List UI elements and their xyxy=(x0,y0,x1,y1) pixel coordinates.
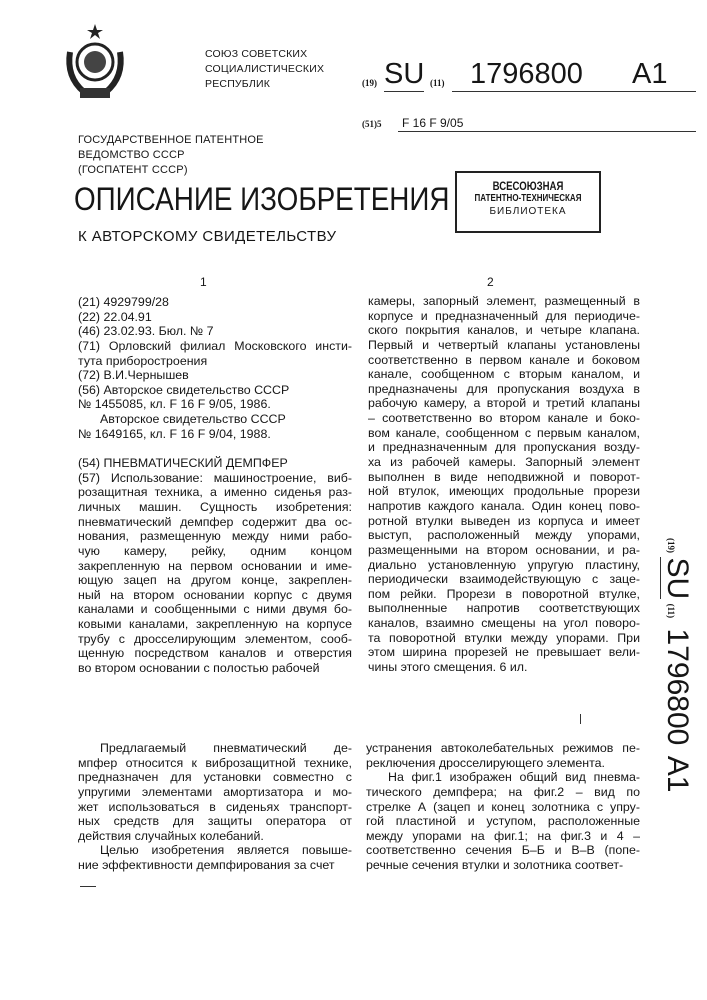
margin-mark xyxy=(580,714,581,724)
code-19: (19) xyxy=(666,538,676,553)
text-line: (56) Авторское свидетельство СССР xyxy=(78,383,352,398)
text-line: каналами и сообщенными с ними двумя бо- xyxy=(78,602,352,617)
country-code: SU xyxy=(384,58,424,92)
text-line: ных средств для защиты оператора от xyxy=(78,814,352,829)
text-line: соответственно в первом канале и боковом xyxy=(368,353,640,368)
text-line: (21) 4929799/28 xyxy=(78,295,352,310)
office-line: (ГОСПАТЕНТ СССР) xyxy=(78,163,264,178)
text-line: ние эффективности демпфирования за счет xyxy=(78,858,352,873)
text-line: действия случайных колебаний. xyxy=(78,829,352,844)
document-title: ОПИСАНИЕ ИЗОБРЕТЕНИЯ xyxy=(74,180,450,218)
country-line: РЕСПУБЛИК xyxy=(205,77,324,92)
country-line: СОЮЗ СОВЕТСКИХ xyxy=(205,47,324,62)
column-number-1: 1 xyxy=(200,275,207,289)
text-line: ной втулок, имеющих продольные прорези xyxy=(368,484,640,499)
stamp-line: ВСЕСОЮЗНАЯ xyxy=(471,179,585,193)
text-line: № 1649165, кл. F 16 F 9/04, 1988. xyxy=(78,427,352,442)
text-line: ха из рабочей камеры. Запорный элемент xyxy=(368,455,640,470)
text-line: щенную посредством каналов и отверстия xyxy=(78,646,352,661)
text-line: камеры, запорный элемент, размещенный в xyxy=(368,294,640,309)
code-11: (11) xyxy=(430,78,445,88)
text-line: та поворотной втулки между упорами. При xyxy=(368,631,640,646)
stamp-line: ПАТЕНТНО-ТЕХНИЧЕСКАЯ xyxy=(463,193,593,204)
text-line: ротной втулки выведен из корпуса и имеет xyxy=(368,514,640,529)
text-line: предназначен для установки совместно с xyxy=(78,770,352,785)
text-line: (46) 23.02.93. Бюл. № 7 xyxy=(78,324,352,339)
patent-number: 1796800 xyxy=(470,58,583,91)
text-line: (72) В.И.Чернышев xyxy=(78,368,352,383)
text-line: гой пластиной и уступом, расположенные xyxy=(366,814,640,829)
text-line: На фиг.1 изображен общий вид пневма- xyxy=(366,770,640,785)
text-line: во втором основании с полостью рабочей xyxy=(78,661,352,676)
text-line: пневматический демпфер содержит два ос- xyxy=(78,515,352,530)
text-line: Целью изобретения является повыше- xyxy=(78,843,352,858)
text-line: устранения автоколебательных режимов пе- xyxy=(366,741,640,756)
stamp-line: БИБЛИОТЕКА xyxy=(457,206,599,217)
kind-code: A1 xyxy=(632,58,667,91)
text-line: соответственно сечения Б–Б и В–В (попе- xyxy=(366,843,640,858)
text-line: личных машин. Сущность изобретения: xyxy=(78,500,352,515)
text-line: между упорами на фиг.1; на фиг.3 и 4 – xyxy=(366,829,640,844)
text-line: предназначены для пропускания воздуха в xyxy=(368,382,640,397)
text-line: жет использоваться в сиденьях транспорт- xyxy=(78,800,352,815)
text-line: рабочую камеру, а второй и третий клапаны xyxy=(368,396,640,411)
text-line: ный на втором основании корпус с двумя xyxy=(78,588,352,603)
text-line: ющую зацеп на другом конце, закреплен- xyxy=(78,573,352,588)
text-line: розащитная техника, а именно сиденья раз- xyxy=(78,485,352,500)
text-line: напротив каждого канала. Один конец пово- xyxy=(368,499,640,514)
bibliographic-and-abstract-column xyxy=(78,295,352,676)
text-line: № 1455085, кл. F 16 F 9/05, 1986. xyxy=(78,397,352,412)
country-line: СОЦИАЛИСТИЧЕСКИХ xyxy=(205,62,324,77)
description-column-left xyxy=(78,741,352,873)
text-line: мпфер относится к виброзащитной технике, xyxy=(78,756,352,771)
text-line: чины этого смещения. 6 ил. xyxy=(368,660,640,675)
text-line: речные сечения втулки и золотника соответ- xyxy=(366,858,640,873)
office-line: ВЕДОМСТВО СССР xyxy=(78,148,264,163)
text-line: закрепленную на первом основании и име- xyxy=(78,559,352,574)
text-line: нования, размещенную между ними рабо- xyxy=(78,529,352,544)
description-column-right xyxy=(366,741,640,873)
code-51: (51)5 xyxy=(362,119,382,129)
side-publication-number xyxy=(660,538,694,793)
text-line: канале, сообщенном с вторым каналом, и xyxy=(368,367,640,382)
document-subtitle: К АВТОРСКОМУ СВИДЕТЕЛЬСТВУ xyxy=(78,228,336,245)
text-line: Первый и четвертый клапаны установлены xyxy=(368,338,640,353)
text-line: реключения дросселирующего элемента. xyxy=(366,756,640,771)
code-19: (19) xyxy=(362,78,377,88)
ipc-class: F 16 F 9/05 xyxy=(402,116,463,130)
text-line: (71) Орловский филиал Московского инсти- xyxy=(78,339,352,354)
text-line: и предназначенным для пропускания возду- xyxy=(368,440,640,455)
library-stamp xyxy=(455,171,601,233)
code-11: (11) xyxy=(666,604,676,619)
text-line: вом канале, сообщенном с первым каналом, xyxy=(368,426,640,441)
text-line: упругими элементами амортизатора и мо- xyxy=(78,785,352,800)
text-line: диально установленную упругую пластину, xyxy=(368,558,640,573)
kind-code: A1 xyxy=(661,756,694,793)
text-line: ского покрытия каналов, и четыре клапана. xyxy=(368,323,640,338)
text-line: (54) ПНЕВМАТИЧЕСКИЙ ДЕМПФЕР xyxy=(78,456,352,471)
office-line: ГОСУДАРСТВЕННОЕ ПАТЕНТНОЕ xyxy=(78,133,264,148)
country-code: SU xyxy=(660,557,694,599)
abstract-continuation-column xyxy=(368,294,640,675)
text-line: периодически взаимодействующую с заце- xyxy=(368,572,640,587)
ussr-emblem xyxy=(62,22,128,102)
text-line: тута приборостроения xyxy=(78,354,352,369)
text-line: – соответственно во втором канале и боко- xyxy=(368,411,640,426)
text-line: (22) 22.04.91 xyxy=(78,310,352,325)
text-line: Авторское свидетельство СССР xyxy=(78,412,352,427)
text-line: тического демпфера; на фиг.2 – вид по xyxy=(366,785,640,800)
text-line xyxy=(78,441,352,456)
text-line: чую камеру, рейку, одним концом xyxy=(78,544,352,559)
text-line: пом рейки. Прорези в поворотной втулке, xyxy=(368,587,640,602)
text-line: корпусе и предназначенный для периодиче- xyxy=(368,309,640,324)
text-line: стрелке А (зацеп и конец золотника с упру- xyxy=(366,800,640,815)
text-line: Предлагаемый пневматический де- xyxy=(78,741,352,756)
text-line: выступ, расположенный между упорами, xyxy=(368,528,640,543)
text-line: размещенными на втором основании, и ра- xyxy=(368,543,640,558)
text-line: выполнен в виде неподвижной и поворот- xyxy=(368,470,640,485)
text-line: трубу с дросселирующим элементом, сооб- xyxy=(78,632,352,647)
text-line: выполненные напротив соответствующих xyxy=(368,601,640,616)
patent-number: 1796800 xyxy=(661,629,694,746)
publication-number xyxy=(362,58,696,94)
text-line: ковыми каналами, закрепленную на корпусе xyxy=(78,617,352,632)
text-line: этом ширина прорезей не превышает вели- xyxy=(368,645,640,660)
column-number-2: 2 xyxy=(487,275,494,289)
margin-mark xyxy=(80,886,96,887)
text-line: (57) Использование: машиностроение, виб- xyxy=(78,471,352,486)
text-line: каналов, взаимно смещены на угол поворо- xyxy=(368,616,640,631)
